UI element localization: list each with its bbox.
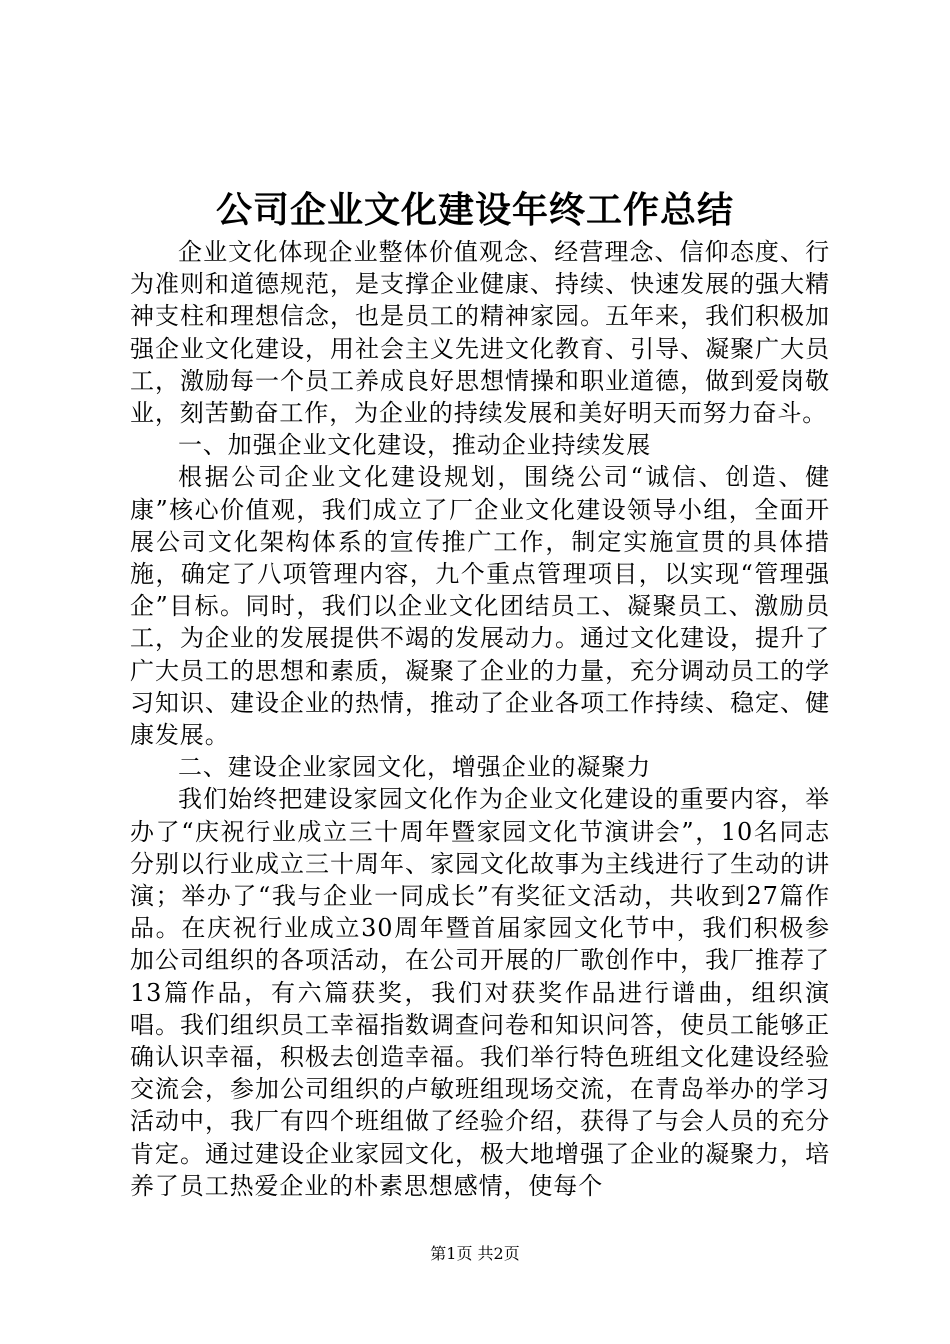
- section-heading-1: 一、加强企业文化建设，推动企业持续发展: [178, 431, 652, 460]
- document-body: [130, 236, 830, 1202]
- section-1-paragraph: 根据公司企业文化建设规划，围绕公司“诚信、创造、健康”核心价值观，我们成立了厂企业文化建设领导小组，全面开展公司文化架构体系的宣传推广工作，制定实施宣贯的具体措施，确定了八项管理内容，九个重点管理项目，以实现“管理强企”目标。同时，我们以企业文化团结员工、凝聚员工、激励员工，为企业的发展提供不竭的发展动力。通过文化建设，提升了广大员工的思想和素质，凝聚了企业的力量，充分调动员工的学习知识、建设企业的热情，推动了企业各项工作持续、稳定、健康发展。: [130, 463, 830, 750]
- page-footer: 第1页 共2页: [430, 1244, 520, 1263]
- section-2-paragraph: 我们始终把建设家园文化作为企业文化建设的重要内容，举办了“庆祝行业成立三十周年暨家园文化节演讲会”，10名同志分别以行业成立三十周年、家园文化故事为主线进行了生动的讲演；举办了“我与企业一同成长”有奖征文活动，共收到27篇作品。在庆祝行业成立30周年暨首届家园文化节中，我们积极参加公司组织的各项活动，在公司开展的厂歌创作中，我厂推荐了13篇作品，有六篇获奖，我们对获奖作品进行谱曲，组织演唱。我们组织员工幸福指数调查问卷和知识问答，使员工能够正确认识幸福，积极去创造幸福。我们举行特色班组文化建设经验交流会，参加公司组织的卢敏班组现场交流，在青岛举办的学习活动中，我厂有四个班组做了经验介绍，获得了与会人员的充分肯定。通过建设企业家园文化，极大地增强了企业的凝聚力，培养了员工热爱企业的朴素思想感情，使每个: [130, 785, 830, 1200]
- section-heading-2: 二、建设企业家园文化，增强企业的凝聚力: [178, 753, 652, 782]
- intro-paragraph: 企业文化体现企业整体价值观念、经营理念、信仰态度、行为准则和道德规范，是支撑企业健康、持续、快速发展的强大精神支柱和理想信念，也是员工的精神家园。五年来，我们积极加强企业文化建设，用社会主义先进文化教育、引导、凝聚广大员工，激励每一个员工养成良好思想情操和职业道德，做到爱岗敬业，刻苦勤奋工作，为企业的持续发展和美好明天而努力奋斗。: [130, 238, 830, 428]
- document-title: 公司企业文化建设年终工作总结: [215, 189, 734, 231]
